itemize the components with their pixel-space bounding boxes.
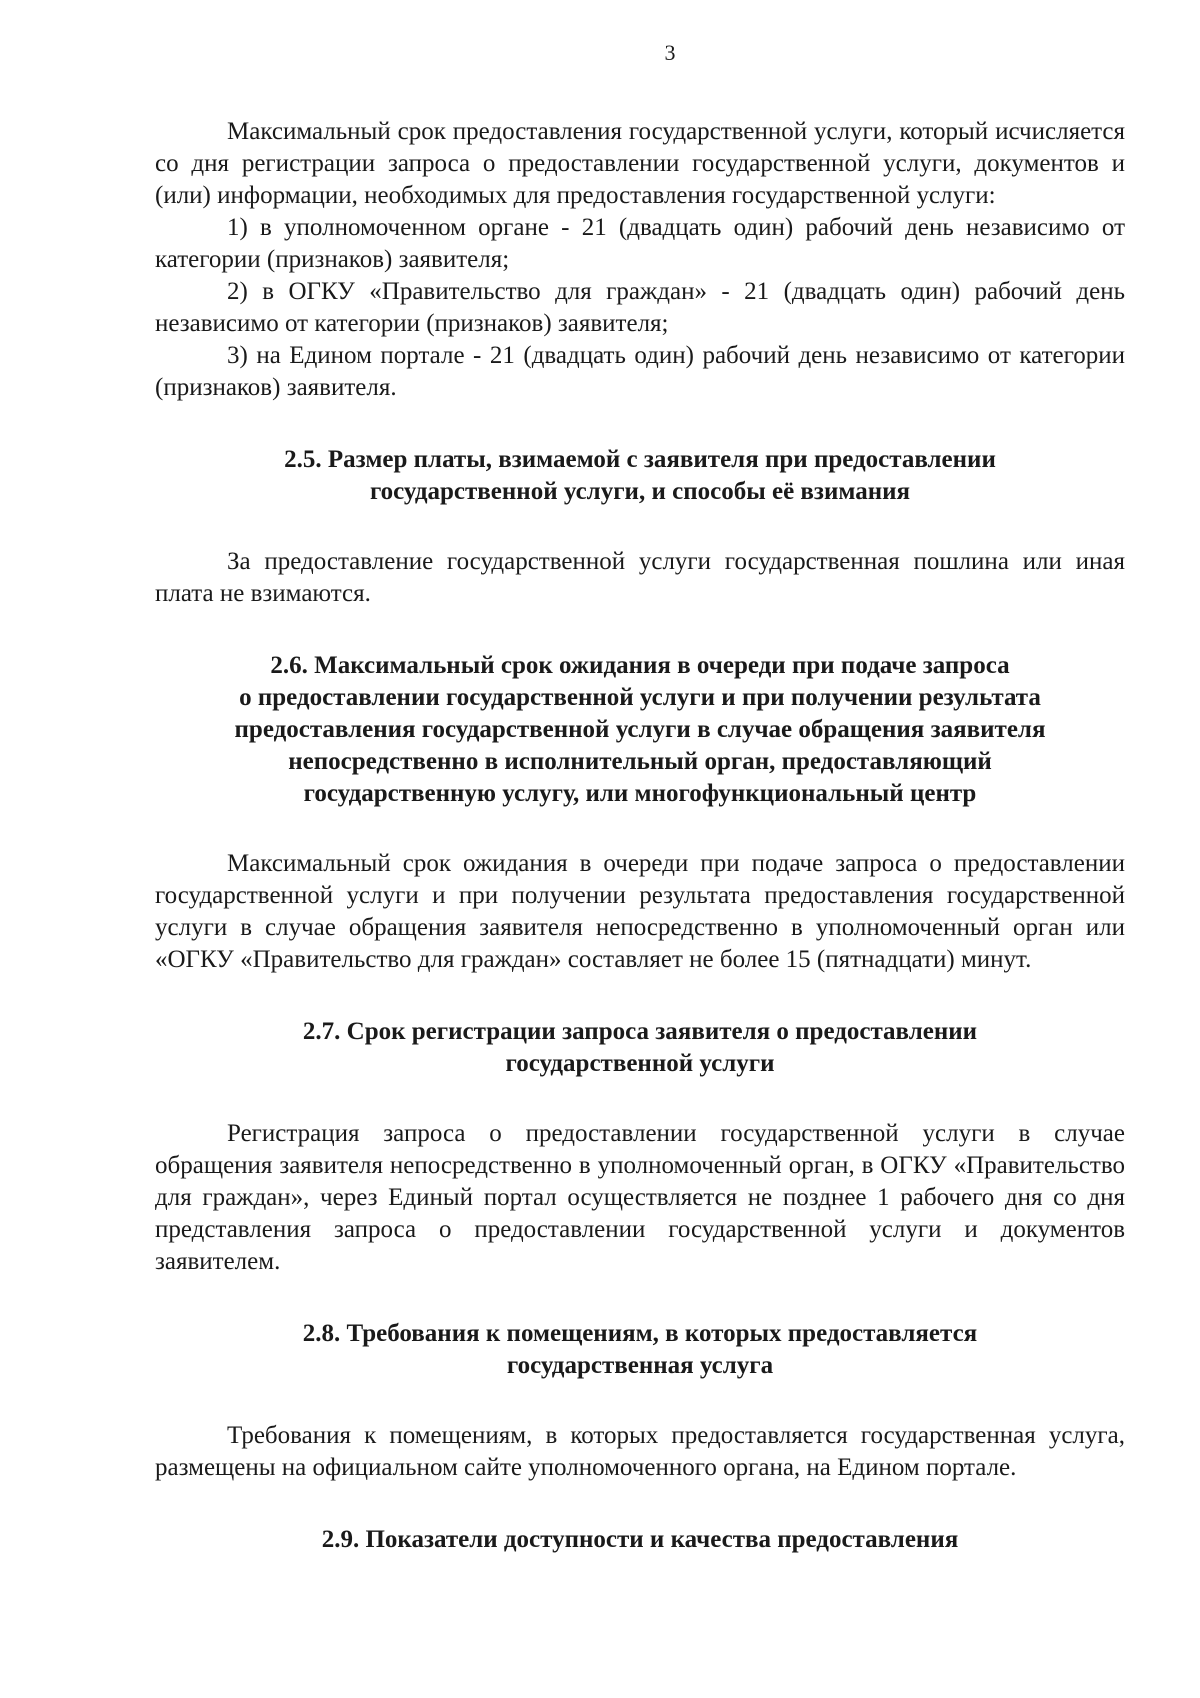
section-2-8-heading bbox=[155, 1318, 1125, 1382]
section-2-7-heading bbox=[155, 1016, 1125, 1080]
section-2-5-heading-line: государственной услуги, и способы её взимания bbox=[369, 478, 911, 505]
section-2-6-heading-line: о предоставлении государственной услуги и при получении результата bbox=[239, 684, 1041, 711]
document-page bbox=[155, 40, 1125, 1594]
section-2-5-heading bbox=[155, 444, 1125, 508]
section-2-8-heading-line: государственная услуга bbox=[506, 1352, 774, 1379]
section-2-9-heading-line: 2.9. Показатели доступности и качества предоставления bbox=[321, 1526, 959, 1553]
intro-paragraph: Максимальный срок предоставления государственной услуги, который исчисляется со дня регистрации запроса о предоставлении государственной услуги, документов и (или) информации, необходимых для предоставления государственной услуги: bbox=[155, 118, 1125, 209]
section-2-7-heading-line: 2.7. Срок регистрации запроса заявителя о предоставлении bbox=[302, 1018, 978, 1045]
section-2-5-heading-line: 2.5. Размер платы, взимаемой с заявителя при предоставлении bbox=[284, 446, 996, 473]
page-number: 3 bbox=[664, 40, 676, 65]
intro-item-1: 1) в уполномоченном органе - 21 (двадцать один) рабочий день независимо от категории (признаков) заявителя; bbox=[155, 214, 1125, 273]
section-2-6-heading-line: непосредственно в исполнительный орган, предоставляющий bbox=[288, 748, 992, 775]
section-2-6-paragraph: Максимальный срок ожидания в очереди при подаче запроса о предоставлении государственной услуги и при получении результата предоставления государственной услуги в случае обращения заявителя непосредственно в уполномоченный орган или «ОГКУ «Правительство для граждан» составляет не более 15 (пятнадцати) минут. bbox=[155, 850, 1125, 973]
intro-item-3: 3) на Едином портале - 21 (двадцать один) рабочий день независимо от категории (признаков) заявителя. bbox=[155, 342, 1125, 401]
section-2-9-heading bbox=[155, 1524, 1125, 1556]
intro-item-2: 2) в ОГКУ «Правительство для граждан» - 21 (двадцать один) рабочий день независимо от категории (признаков) заявителя; bbox=[155, 278, 1125, 337]
section-2-6-heading-line: 2.6. Максимальный срок ожидания в очереди при подаче запроса bbox=[270, 652, 1010, 679]
section-2-7-heading-line: государственной услуги bbox=[505, 1050, 775, 1077]
section-2-8-paragraph: Требования к помещениям, в которых предоставляется государственная услуга, размещены на официальном сайте уполномоченного органа, на Едином портале. bbox=[155, 1422, 1125, 1481]
section-2-6-heading-line: государственную услугу, или многофункциональный центр bbox=[303, 780, 977, 807]
section-2-5-paragraph: За предоставление государственной услуги государственная пошлина или иная плата не взимаются. bbox=[155, 548, 1125, 607]
section-2-8-heading-line: 2.8. Требования к помещениям, в которых предоставляется bbox=[302, 1320, 978, 1347]
section-2-6-heading bbox=[155, 650, 1125, 810]
section-2-6-heading-line: предоставления государственной услуги в случае обращения заявителя bbox=[234, 716, 1046, 743]
section-2-7-paragraph: Регистрация запроса о предоставлении государственной услуги в случае обращения заявителя непосредственно в уполномоченный орган, в ОГКУ «Правительство для граждан», через Единый портал осуществляется не позднее 1 рабочего дня со дня представления запроса о предоставлении государственной услуги и документов заявителем. bbox=[155, 1120, 1125, 1275]
